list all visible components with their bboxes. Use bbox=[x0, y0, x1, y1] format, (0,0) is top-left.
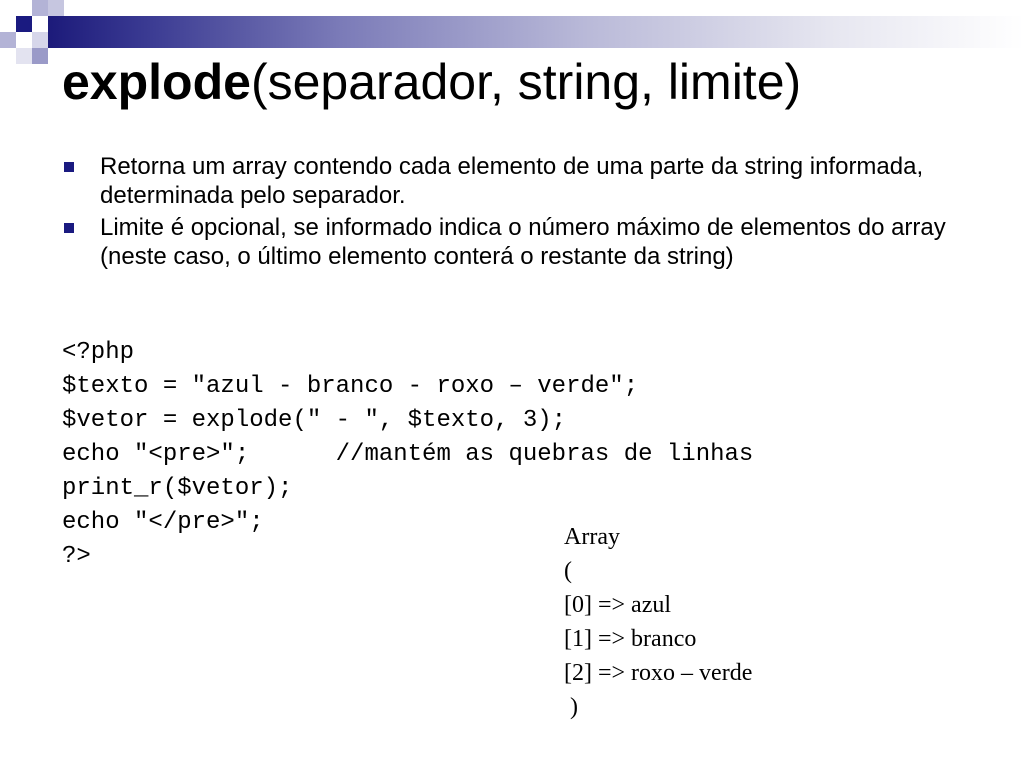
bullet-item bbox=[62, 213, 962, 271]
bullet-list bbox=[62, 152, 962, 274]
square-bullet-icon bbox=[64, 223, 74, 233]
bullet-item bbox=[62, 152, 962, 210]
decor-square bbox=[32, 32, 48, 48]
bullet-text: Retorna um array contendo cada elemento de uma parte da string informada, determinada pelo separador. bbox=[100, 153, 924, 209]
output-block bbox=[564, 520, 752, 724]
code-line: ?> bbox=[62, 543, 91, 570]
code-line: print_r($vetor); bbox=[62, 475, 293, 502]
code-line: echo "</pre>"; bbox=[62, 509, 264, 536]
decor-square bbox=[16, 16, 32, 32]
slide-title bbox=[62, 50, 801, 114]
decor-square bbox=[16, 48, 32, 64]
output-line: [0] => azul bbox=[564, 592, 672, 618]
decor-square bbox=[32, 48, 48, 64]
output-line: ) bbox=[564, 694, 578, 720]
decor-square bbox=[32, 0, 48, 16]
bullet-text: Limite é opcional, se informado indica o número máximo de elementos do array (neste caso, o último elemento conterá o restante da string) bbox=[100, 214, 946, 270]
code-line: $vetor = explode(" - ", $texto, 3); bbox=[62, 407, 567, 434]
header-gradient-band bbox=[48, 16, 1024, 48]
code-line: $texto = "azul - branco - roxo – verde"; bbox=[62, 373, 639, 400]
output-line: Array bbox=[564, 524, 620, 550]
code-line: echo "<pre>"; //mantém as quebras de linhas bbox=[62, 441, 754, 468]
title-signature: (separador, string, limite) bbox=[250, 54, 802, 110]
output-line: ( bbox=[564, 558, 572, 584]
output-line: [2] => roxo – verde bbox=[564, 660, 753, 686]
decor-square bbox=[0, 32, 16, 48]
square-bullet-icon bbox=[64, 162, 74, 172]
output-line: [1] => branco bbox=[564, 626, 697, 652]
code-line: <?php bbox=[62, 339, 135, 366]
title-function-name: explode bbox=[62, 54, 251, 110]
decor-square bbox=[48, 0, 64, 16]
